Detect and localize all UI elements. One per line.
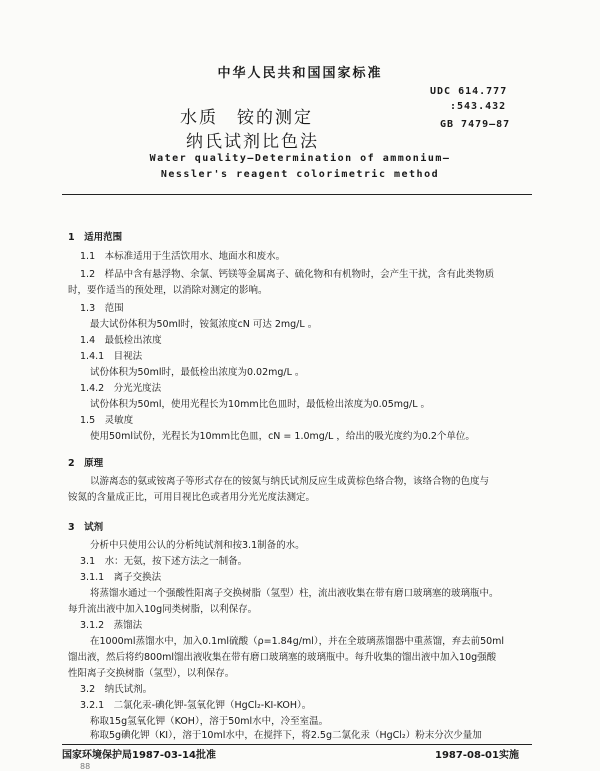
clause-text: 性阳离子交换树脂（氢型），以利保存。 (68, 668, 235, 679)
clause-heading: 1.3 范围 (80, 303, 124, 314)
gb-number: GB 7479—87 (440, 119, 511, 130)
clause-heading: 1.5 灵敏度 (80, 415, 134, 426)
clause-text: 分析中只使用公认的分析纯试剂和按3.1制备的水。 (90, 540, 305, 551)
clause-text: 最大试份体积为50ml时，铵氮浓度cN 可达 2mg/L 。 (90, 319, 318, 330)
clause-heading: 3.1.2 蒸馏法 (80, 620, 143, 631)
clause-text: 铵氮的含量成正比，可用目视比色或者用分光光度法测定。 (68, 492, 316, 503)
clause-heading: 3.2.1 二氯化汞-碘化钾-氢氧化钾（HgCl₂-KI-KOH）。 (80, 700, 312, 711)
english-title-line2: Nessler's reagent colorimetric method (160, 169, 440, 180)
footer-divider (62, 744, 532, 745)
clause-text: 每升流出液中加入10g同类树脂，以利保存。 (68, 604, 258, 615)
clause-text: 馏出液，然后将约800ml馏出液收集在带有磨口玻璃塞的玻璃瓶中。每升收集的馏出液中加入10g强酸 (68, 652, 497, 663)
clause-heading: 3.1.1 离子交换法 (80, 572, 162, 583)
clause-text: 1.1 本标准适用于生活饮用水、地面水和废水。 (80, 251, 286, 262)
clause-heading: 1.4.1 目视法 (80, 351, 143, 362)
clause-text: 在1000ml蒸馏水中，加入0.1ml硫酸（ρ=1.84g/ml），并在全玻璃蒸馏器中重蒸馏，弃去前50ml (90, 636, 505, 647)
section-heading: 3 试剂 (68, 522, 104, 533)
clause-text: 称取5g碘化钾（KI），溶于10ml水中，在搅拌下，将2.5g二氯化汞（HgCl₂）粉末分次少量加 (90, 730, 482, 741)
effective-date: 1987-08-01实施 (435, 750, 519, 761)
title-line2: 纳氏试剂比色法 (186, 132, 319, 152)
approval-date: 国家环境保护局1987-03-14批准 (62, 750, 216, 761)
english-title-line1: Water quality—Determination of ammonium— (149, 153, 451, 164)
clause-text: 将蒸馏水通过一个强酸性阳离子交换树脂（氢型）柱，流出液收集在带有磨口玻璃塞的玻璃瓶中。 (90, 588, 499, 599)
title-line1: 水质 铵的测定 (180, 108, 313, 128)
clause-text: 使用50ml试份，光程长为10mm比色皿，cN = 1.0mg/L ，给出的吸光度约为0.2个单位。 (90, 431, 475, 442)
clause-heading: 1.4 最低检出浓度 (80, 335, 162, 346)
clause-heading: 3.1 水：无氨，按下述方法之一制备。 (80, 556, 248, 567)
section-heading: 1 适用范围 (68, 232, 123, 243)
clause-text: 称取15g氢氧化钾（KOH），溶于50ml水中，冷至室温。 (90, 716, 329, 727)
clause-text: 时，要作适当的预处理，以消除对测定的影响。 (68, 285, 268, 296)
clause-text: 试份体积为50ml，使用光程长为10mm比色皿时，最低检出浓度为0.05mg/L 。 (90, 399, 431, 410)
clause-heading: 3.2 纳氏试剂。 (80, 684, 153, 695)
clause-heading: 1.4.2 分光光度法 (80, 383, 162, 394)
clause-text: 1.2 样品中含有悬浮物、余氯、钙镁等金属离子、硫化物和有机物时，会产生干扰，含有此类物质 (80, 269, 495, 280)
standard-name: 中华人民共和国国家标准 (217, 66, 383, 81)
udc-code-line2: :543.432 (450, 101, 507, 112)
page-number: 88 (80, 762, 91, 771)
clause-text: 以游离态的氨或铵离子等形式存在的铵氮与纳氏试剂反应生成黄棕色络合物，该络合物的色度与 (90, 476, 490, 487)
udc-code-line1: UDC 614.777 (430, 86, 508, 97)
clause-text: 试份体积为50ml时，最低检出浓度为0.02mg/L 。 (90, 367, 305, 378)
section-heading: 2 原理 (68, 458, 104, 469)
header-divider (62, 194, 532, 195)
